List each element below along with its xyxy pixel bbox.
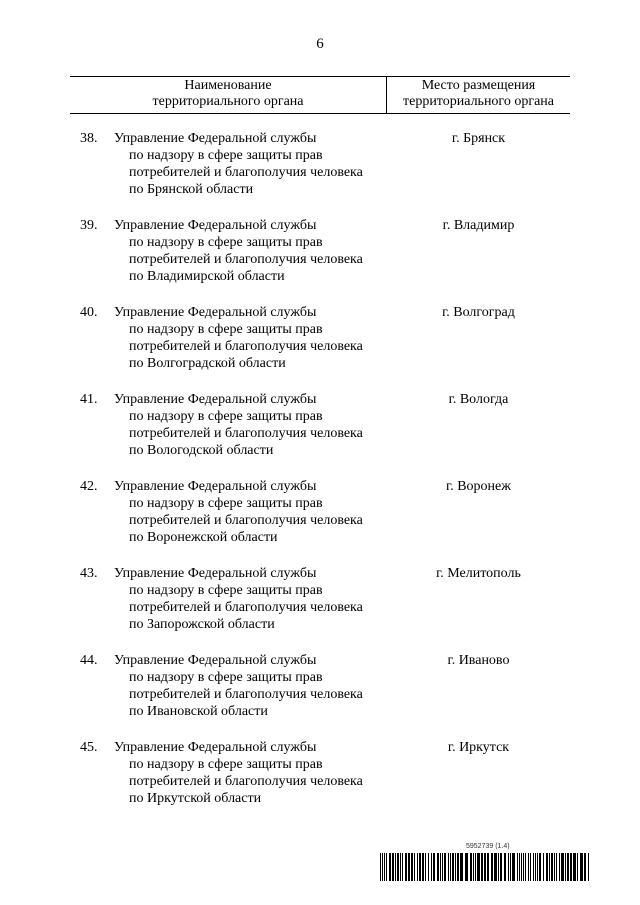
entry-number: 43.	[80, 566, 98, 581]
barcode-bar	[428, 853, 429, 881]
barcode-bar	[431, 853, 432, 881]
barcode-bar	[408, 853, 410, 881]
document-code: 5952739 (1.4)	[466, 843, 510, 850]
table-row	[70, 391, 570, 478]
barcode-bar	[556, 853, 557, 881]
barcode-bar	[440, 853, 441, 881]
barcode-bar	[565, 853, 566, 881]
table-row	[70, 565, 570, 652]
entry-name-line: Управление Федеральной службы	[114, 740, 317, 755]
entry-name	[114, 391, 384, 459]
barcode-bar	[500, 853, 502, 881]
barcode-bar	[484, 853, 486, 881]
header-name-column	[70, 77, 386, 113]
barcode-bar	[460, 853, 463, 881]
barcode-bar	[481, 853, 483, 881]
barcode-bar	[528, 853, 529, 881]
barcode-bar	[570, 853, 572, 881]
barcode-bar	[473, 853, 474, 881]
entry-name-line: по Брянской области	[129, 182, 254, 197]
barcode-bar	[517, 853, 518, 881]
entry-number: 41.	[80, 392, 98, 407]
barcode-bar	[559, 853, 560, 881]
table-row	[70, 130, 570, 217]
barcode-icon	[380, 853, 590, 881]
barcode-bar	[523, 853, 524, 881]
entry-number: 38.	[80, 131, 98, 146]
entry-number: 45.	[80, 740, 98, 755]
barcode-bar	[487, 853, 489, 881]
barcode-bar	[512, 853, 515, 881]
barcode-bar	[386, 853, 387, 881]
barcode-bar	[419, 853, 421, 881]
barcode-bar	[455, 853, 456, 881]
barcode-bar	[525, 853, 526, 881]
table-header	[70, 76, 570, 114]
entry-name-line: потребителей и благополучия человека	[129, 687, 363, 702]
barcode-bar	[400, 853, 401, 881]
table-row	[70, 217, 570, 304]
barcode-bar	[508, 853, 509, 881]
entry-number: 40.	[80, 305, 98, 320]
entry-name-line: Управление Федеральной службы	[114, 305, 317, 320]
entry-name-line: по надзору в сфере защиты прав	[129, 670, 323, 685]
barcode-bar	[533, 853, 534, 881]
barcode-bar	[382, 853, 383, 881]
entry-name-line: Управление Федеральной службы	[114, 566, 317, 581]
barcode-bar	[452, 853, 454, 881]
entry-city: г. Волгоград	[442, 305, 515, 320]
header-name-line2: территориального органа	[152, 94, 304, 109]
barcode-bar	[530, 853, 531, 881]
barcode-bar	[411, 853, 413, 881]
barcode-bar	[395, 853, 396, 881]
barcode-bar	[494, 853, 497, 881]
barcode-bar	[584, 853, 586, 881]
barcode-bar	[465, 853, 468, 881]
header-place-line1: Место размещения	[421, 78, 536, 93]
entry-name-line: по Воронежской области	[129, 530, 278, 545]
entry-number: 44.	[80, 653, 98, 668]
entry-name-line: потребителей и благополучия человека	[129, 339, 363, 354]
entry-name-line: Управление Федеральной службы	[114, 653, 317, 668]
entry-name-line: Управление Федеральной службы	[114, 131, 317, 146]
header-place-column	[387, 77, 570, 113]
entry-name-line: по надзору в сфере защиты прав	[129, 583, 323, 598]
barcode-bar	[580, 853, 583, 881]
barcode-bar	[437, 853, 439, 881]
barcode-bar	[444, 853, 446, 881]
barcode-bar	[457, 853, 459, 881]
barcode-bar	[567, 853, 569, 881]
barcode-bar	[402, 853, 403, 881]
barcode-bar	[433, 853, 435, 881]
entry-name-line: потребителей и благополучия человека	[129, 165, 363, 180]
entry-name-line: потребителей и благополучия человека	[129, 774, 363, 789]
table-row	[70, 478, 570, 565]
barcode-bar	[392, 853, 394, 881]
entry-name	[114, 217, 384, 285]
entry-name-line: по надзору в сфере защиты прав	[129, 757, 323, 772]
barcode-bar	[405, 853, 407, 881]
entry-name-line: Управление Федеральной службы	[114, 392, 317, 407]
entry-name-line: Управление Федеральной службы	[114, 218, 317, 233]
barcode-bar	[389, 853, 391, 881]
barcode-bar	[588, 853, 589, 881]
entry-name-line: потребителей и благополучия человека	[129, 600, 363, 615]
entry-city: г. Мелитополь	[436, 566, 521, 581]
barcode-bar	[380, 853, 381, 881]
entry-name	[114, 304, 384, 372]
entry-name-line: по Вологодской области	[129, 443, 274, 458]
barcode-bar	[442, 853, 443, 881]
entry-name-line: потребителей и благополучия человека	[129, 426, 363, 441]
entry-city: г. Вологда	[448, 392, 509, 407]
barcode-bar	[554, 853, 555, 881]
barcode-bar	[498, 853, 499, 881]
barcode-bar	[470, 853, 472, 881]
barcode-bar	[422, 853, 424, 881]
entry-name-line: потребителей и благополучия человека	[129, 252, 363, 267]
table-row	[70, 739, 570, 826]
barcode-bar	[551, 853, 553, 881]
entry-name	[114, 739, 384, 807]
barcode-bar	[384, 853, 385, 881]
barcode-bar	[397, 853, 399, 881]
entry-name-line: по Волгоградской области	[129, 356, 286, 371]
barcode-bar	[450, 853, 451, 881]
entry-name	[114, 130, 384, 198]
barcode-bar	[448, 853, 449, 881]
barcode-bar	[477, 853, 480, 881]
header-place-line2: территориального органа	[402, 94, 554, 109]
barcode-bar	[475, 853, 476, 881]
barcode-bar	[549, 853, 550, 881]
barcode-bar	[537, 853, 538, 881]
entry-name-line: по Иркутской области	[129, 791, 262, 806]
barcode-bar	[521, 853, 522, 881]
barcode-bar	[510, 853, 511, 881]
entry-name-line: по Ивановской области	[129, 704, 268, 719]
barcode-bar	[573, 853, 576, 881]
entry-name-line: потребителей и благополучия человека	[129, 513, 363, 528]
entry-name-line: по надзору в сфере защиты прав	[129, 322, 323, 337]
entry-city: г. Иркутск	[447, 740, 510, 755]
entry-number: 42.	[80, 479, 98, 494]
table-row	[70, 304, 570, 391]
entry-city: г. Владимир	[442, 218, 515, 233]
entry-number: 39.	[80, 218, 98, 233]
header-name-line1: Наименование	[184, 78, 272, 93]
barcode-bar	[425, 853, 426, 881]
entry-name	[114, 652, 384, 720]
barcode-bar	[491, 853, 493, 881]
entry-name	[114, 565, 384, 633]
barcode-bar	[561, 853, 564, 881]
entry-name-line: по надзору в сфере защиты прав	[129, 496, 323, 511]
table-row	[70, 652, 570, 739]
entry-name	[114, 478, 384, 546]
barcode-bar	[417, 853, 418, 881]
entry-name-line: по Запорожской области	[129, 617, 275, 632]
barcode-bar	[539, 853, 541, 881]
barcode-bar	[543, 853, 544, 881]
barcode-bar	[519, 853, 520, 881]
entry-name-line: по надзору в сфере защиты прав	[129, 409, 323, 424]
entry-city: г. Иваново	[447, 653, 510, 668]
entries-list	[70, 130, 570, 826]
entry-name-line: Управление Федеральной службы	[114, 479, 317, 494]
barcode-bar	[504, 853, 506, 881]
barcode-bar	[535, 853, 536, 881]
entry-name-line: по Владимирской области	[129, 269, 285, 284]
entry-name-line: по надзору в сфере защиты прав	[129, 235, 323, 250]
barcode-bar	[577, 853, 578, 881]
entry-name-line: по надзору в сфере защиты прав	[129, 148, 323, 163]
entry-city: г. Брянск	[451, 131, 506, 146]
barcode-bar	[546, 853, 548, 881]
barcode-bar	[414, 853, 415, 881]
entry-city: г. Воронеж	[446, 479, 511, 494]
page-number: 6	[316, 36, 324, 52]
